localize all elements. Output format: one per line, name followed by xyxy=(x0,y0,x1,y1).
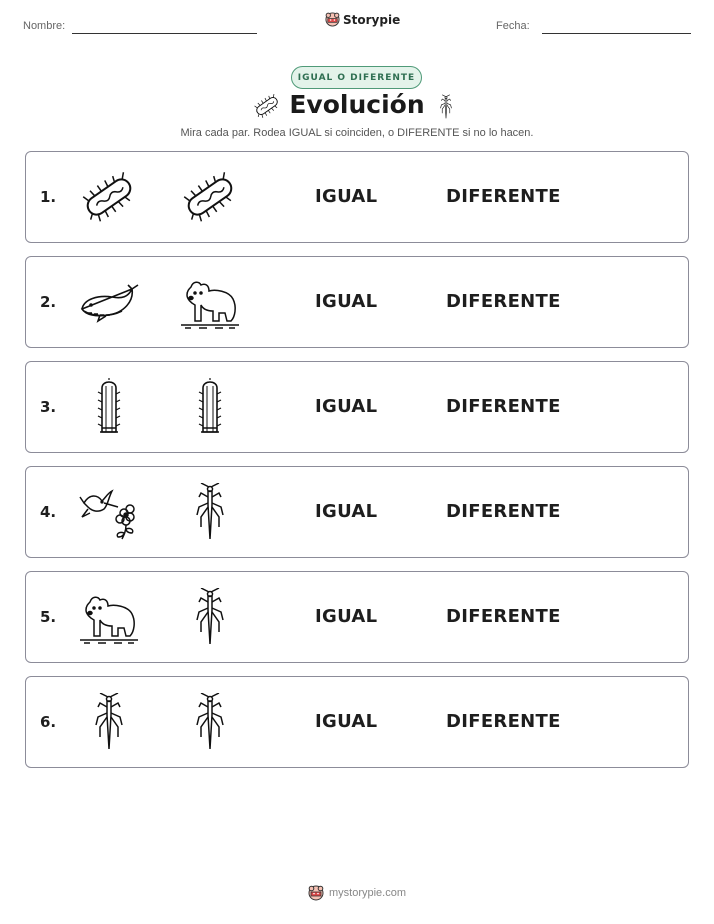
polar-bear-icon xyxy=(179,273,241,331)
page-title: Evolución xyxy=(289,90,425,119)
exercise-row xyxy=(25,571,689,663)
exercise-row xyxy=(25,256,689,348)
option-different[interactable]: DIFERENTE xyxy=(446,186,561,207)
row-number: 1. xyxy=(40,188,57,206)
whale-icon xyxy=(78,273,140,331)
option-different[interactable]: DIFERENTE xyxy=(446,711,561,732)
date-label: Fecha: xyxy=(496,20,530,32)
cactus-icon xyxy=(78,378,140,436)
name-label: Nombre: xyxy=(23,20,66,32)
option-same[interactable]: IGUAL xyxy=(315,186,378,207)
storypie-logo-icon xyxy=(308,885,324,901)
exercise-row xyxy=(25,466,689,558)
stick-insect-icon xyxy=(433,92,459,122)
row-number: 6. xyxy=(40,713,57,731)
storypie-logo-icon xyxy=(325,12,340,27)
row-number: 2. xyxy=(40,293,57,311)
hummingbird-icon xyxy=(78,483,140,541)
row-number: 3. xyxy=(40,398,57,416)
option-same[interactable]: IGUAL xyxy=(315,606,378,627)
bacteria-icon xyxy=(78,168,140,226)
row-number: 4. xyxy=(40,503,57,521)
brand-logo xyxy=(325,12,400,27)
option-different[interactable]: DIFERENTE xyxy=(446,291,561,312)
exercise-row xyxy=(25,361,689,453)
worksheet-badge: IGUAL O DIFERENTE xyxy=(291,66,422,89)
stick-insect-icon xyxy=(78,693,140,751)
option-same[interactable]: IGUAL xyxy=(315,291,378,312)
option-different[interactable]: DIFERENTE xyxy=(446,501,561,522)
stick-insect-icon xyxy=(179,483,241,541)
option-same[interactable]: IGUAL xyxy=(315,711,378,732)
option-different[interactable]: DIFERENTE xyxy=(446,606,561,627)
bacteria-icon xyxy=(179,168,241,226)
polar-bear-icon xyxy=(78,588,140,646)
footer xyxy=(308,885,406,901)
brand-text: Storypie xyxy=(343,12,401,27)
row-number: 5. xyxy=(40,608,57,626)
option-same[interactable]: IGUAL xyxy=(315,501,378,522)
date-line[interactable] xyxy=(542,33,691,34)
stick-insect-icon xyxy=(179,693,241,751)
cactus-icon xyxy=(179,378,241,436)
footer-url: mystorypie.com xyxy=(329,887,407,899)
title-row xyxy=(0,90,714,126)
instructions: Mira cada par. Rodea IGUAL si coinciden, o DIFERENTE si no lo hacen. xyxy=(180,127,534,139)
stick-insect-icon xyxy=(179,588,241,646)
option-same[interactable]: IGUAL xyxy=(315,396,378,417)
name-line[interactable] xyxy=(72,33,257,34)
option-different[interactable]: DIFERENTE xyxy=(446,396,561,417)
exercise-row xyxy=(25,676,689,768)
exercise-row xyxy=(25,151,689,243)
